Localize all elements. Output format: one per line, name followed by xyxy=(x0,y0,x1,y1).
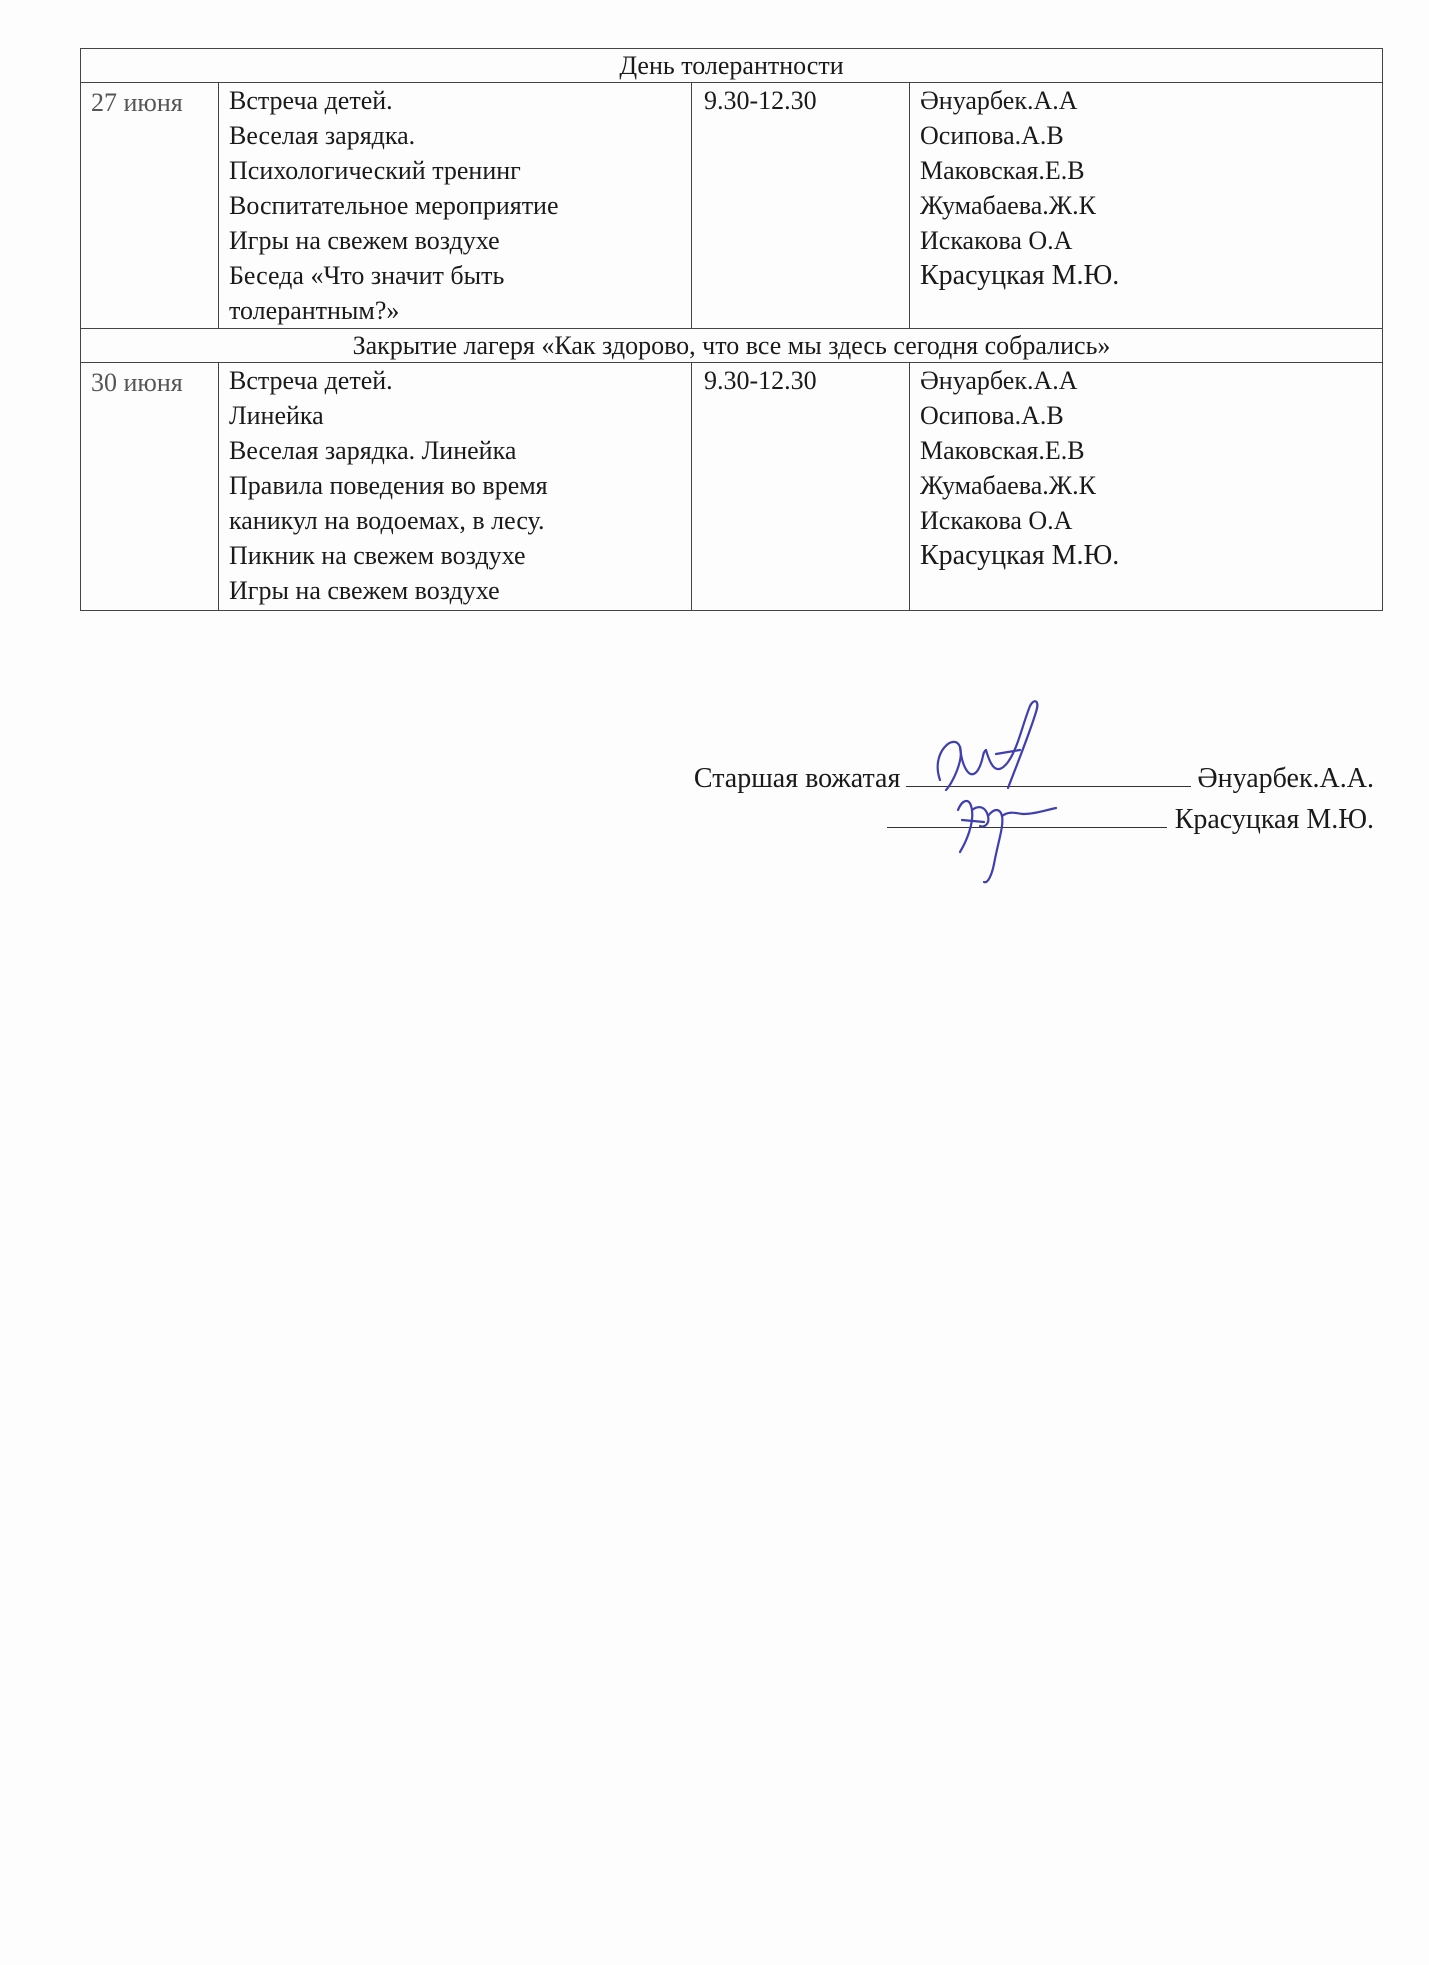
table-row xyxy=(81,363,1383,611)
role-label: Старшая вожатая xyxy=(693,763,901,794)
responsible-name: Жумабаева.Ж.К xyxy=(920,191,1096,220)
responsible-name: Красуцкая М.Ю. xyxy=(920,260,1120,291)
section-title-closing: Закрытие лагеря «Как здорово, что все мы здесь сегодня собрались» xyxy=(81,329,1383,363)
activity-line: Веселая зарядка. Линейка xyxy=(229,436,517,465)
activity-line: Встреча детей. xyxy=(229,366,393,395)
responsible-name: Маковская.Е.В xyxy=(920,156,1085,185)
signer-name-1: Әнуарбек.А.А. xyxy=(1197,763,1374,794)
activity-line: Игры на свежем воздухе xyxy=(229,226,500,255)
activity-line: Воспитательное мероприятие xyxy=(229,191,559,220)
activity-line: каникул на водоемах, в лесу. xyxy=(229,506,545,535)
time-cell: 9.30-12.30 xyxy=(692,83,910,329)
activities-cell xyxy=(219,363,692,611)
responsible-name: Осипова.А.В xyxy=(920,401,1064,430)
section-title-tolerance: День толерантности xyxy=(81,49,1383,83)
activity-line: Психологический тренинг xyxy=(229,156,521,185)
table-row xyxy=(81,83,1383,329)
responsible-name: Искакова О.А xyxy=(920,226,1073,255)
responsible-name: Искакова О.А xyxy=(920,506,1073,535)
signer-name-2: Красуцкая М.Ю. xyxy=(1174,804,1374,835)
activity-line: Пикник на свежем воздухе xyxy=(229,541,526,570)
responsible-name: Әнуарбек.А.А xyxy=(920,86,1078,115)
responsible-name: Әнуарбек.А.А xyxy=(920,366,1078,395)
date-cell: 30 июня xyxy=(81,363,219,611)
activity-line: Правила поведения во время xyxy=(229,471,548,500)
responsible-name: Красуцкая М.Ю. xyxy=(920,540,1120,571)
section-header-row xyxy=(81,49,1383,83)
date-cell: 27 июня xyxy=(81,83,219,329)
responsible-name: Осипова.А.В xyxy=(920,121,1064,150)
activity-line: Веселая зарядка. xyxy=(229,121,416,150)
activity-line: Игры на свежем воздухе xyxy=(229,576,500,605)
time-cell: 9.30-12.30 xyxy=(692,363,910,611)
section-header-row xyxy=(81,329,1383,363)
responsible-cell xyxy=(910,83,1383,329)
activity-line: Беседа «Что значит быть xyxy=(229,261,505,290)
activity-line: Линейка xyxy=(229,401,324,430)
responsible-cell xyxy=(910,363,1383,611)
activity-line: Встреча детей. xyxy=(229,86,393,115)
responsible-name: Жумабаева.Ж.К xyxy=(920,471,1096,500)
activity-line: толерантным?» xyxy=(229,296,400,325)
schedule-table xyxy=(80,48,1383,611)
handwritten-signature-icon xyxy=(900,692,1080,892)
activities-cell xyxy=(219,83,692,329)
responsible-name: Маковская.Е.В xyxy=(920,436,1085,465)
